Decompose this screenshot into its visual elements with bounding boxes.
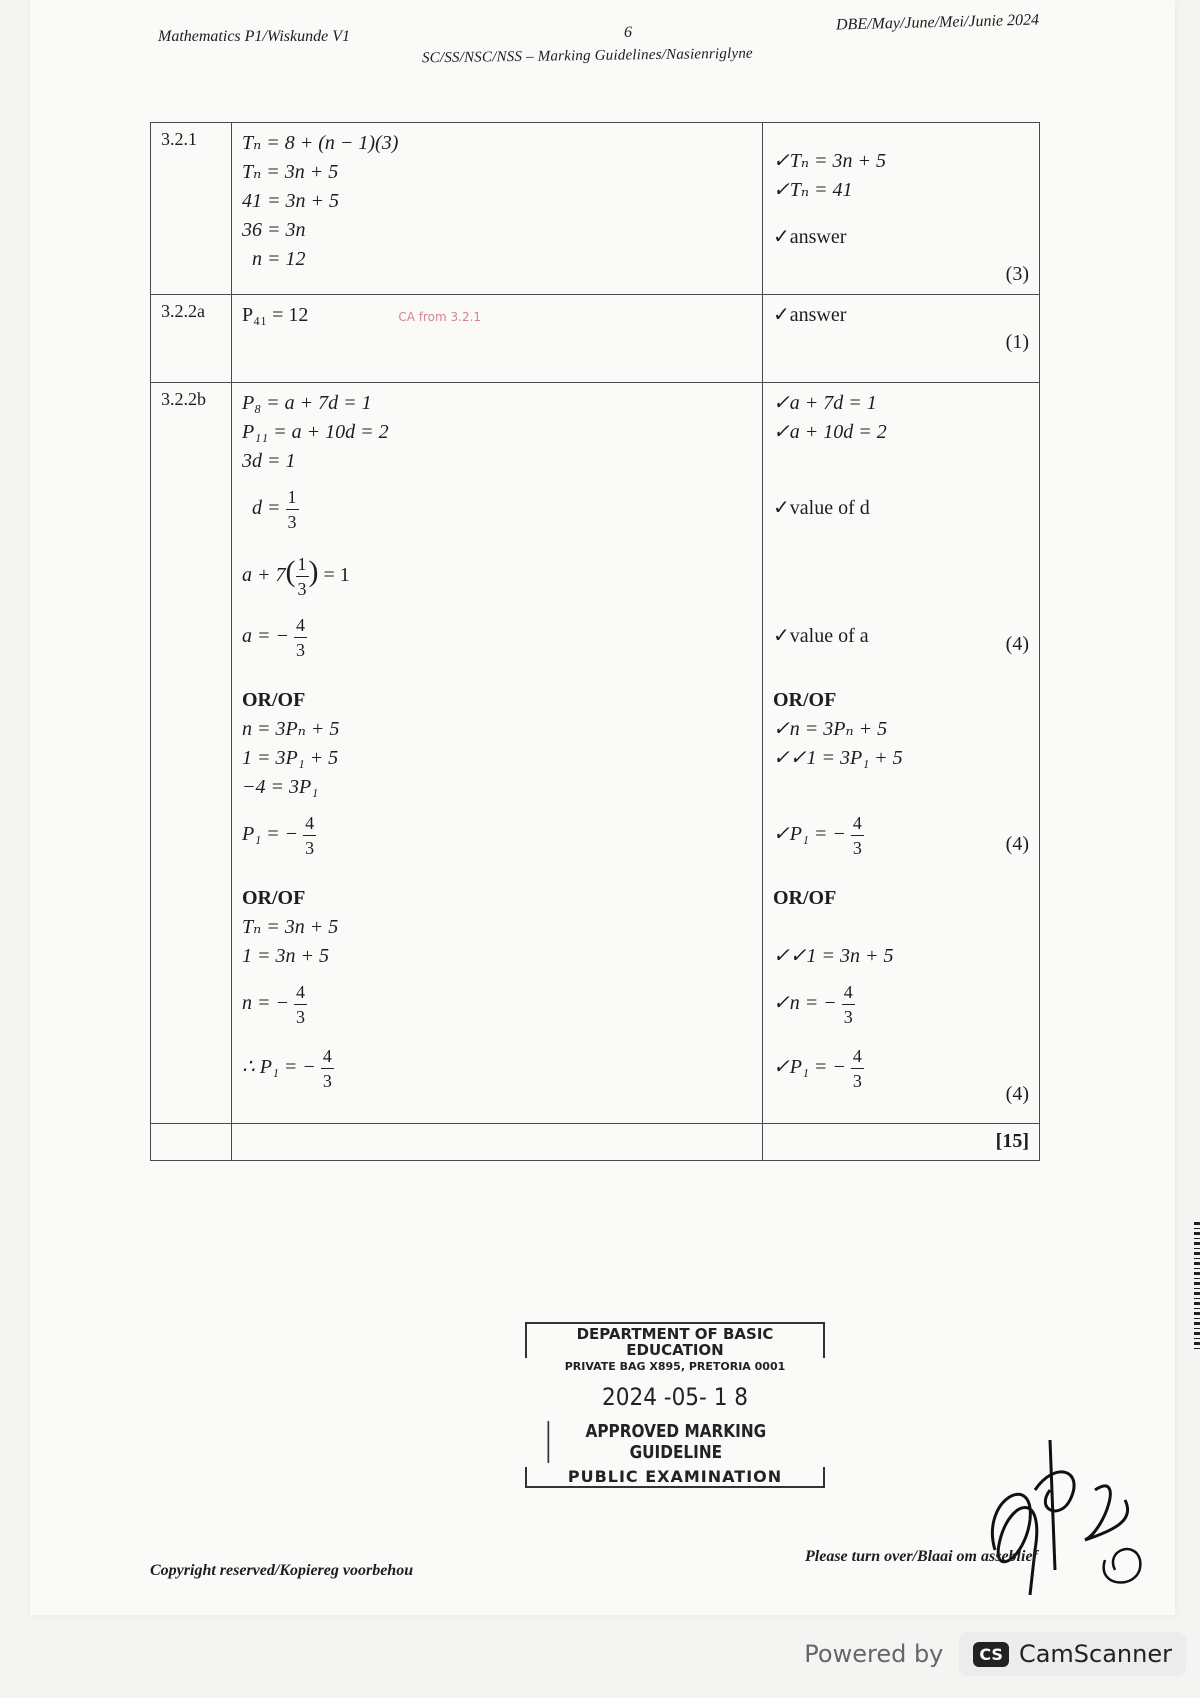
mark-item: ✓Tₙ = 3n + 5 [773,150,886,172]
working-line: P₈ = a + 7d = 1 [242,392,372,414]
working-line: d = $\frac{1}{3}$ [252,486,297,532]
mark-item: ✓answer [773,304,847,326]
sub-total: (4) [1005,1083,1029,1105]
ca-annotation: CA from 3.2.1 [398,310,482,324]
question-number: 3.2.1 [151,123,232,295]
working-line: P₄₁ = 12 [242,304,309,326]
or-separator: OR/OF [242,887,306,909]
mark-item: ✓answer [773,226,847,248]
sub-total: (4) [1005,833,1029,855]
mark-item: ✓✓1 = 3P₁ + 5 [773,747,903,769]
stamp-address: PRIVATE BAG X895, PRETORIA 0001 [564,1360,786,1373]
mark-item: ✓a + 10d = 2 [773,421,887,443]
table-row-3-2-1 [151,123,1040,295]
table-row-3-2-2b [151,383,1040,1124]
working-line: −4 = 3P₁ [242,776,319,798]
working-line: n = 3Pₙ + 5 [242,718,340,740]
question-number: 3.2.2b [151,383,232,1124]
sub-total: (4) [1005,633,1029,655]
working-line: P₁ = − $\frac{4}{3}$ [242,812,315,858]
working-line: n = 12 [252,248,306,270]
sub-total: (3) [1005,263,1029,285]
mark-item: ✓✓1 = 3n + 5 [773,945,894,967]
sub-total: (1) [1005,331,1029,353]
working-line: Tₙ = 3n + 5 [242,161,339,183]
working-line: 36 = 3n [242,219,306,241]
marks-cell [763,295,1040,383]
powered-by-text: Powered by [804,1640,944,1668]
working-line: Tₙ = 8 + (n − 1)(3) [242,132,399,154]
mark-item: ✓value of a [773,625,869,647]
working-cell [232,123,763,295]
working-line: P₁₁ = a + 10d = 2 [242,421,389,443]
barcode-icon [1194,1222,1200,1352]
header-exam-session: DBE/May/June/Mei/Junie 2024 [835,11,1040,34]
working-cell [232,295,763,383]
header-page-number: 6 [624,24,632,41]
working-line: a + 7( $\frac{1}{3}$ ) = 1 [242,553,350,599]
question-number: 3.2.2a [151,295,232,383]
camscanner-badge [959,1632,1186,1676]
mark-item: ✓Tₙ = 41 [773,179,853,201]
footer-copyright: Copyright reserved/Kopiereg voorbehou [150,1562,414,1579]
marks-cell [763,383,1040,1124]
marking-table [150,122,1040,1161]
working-line: 3d = 1 [242,450,296,472]
stamp-approval: APPROVED MARKING GUIDELINE [548,1421,803,1463]
header-subtitle: SC/SS/NSC/NSS – Marking Guidelines/Nasienriglyne [421,45,753,67]
table-row-3-2-2a [151,295,1040,383]
or-separator: OR/OF [242,689,306,711]
mark-item: ✓P₁ = − $\frac{4}{3}$ [773,812,862,858]
footer-turn-over: Please turn over/Blaai om asseblief [805,1548,1038,1565]
mark-item: ✓n = 3Pₙ + 5 [773,718,888,740]
working-line: 41 = 3n + 5 [242,190,339,212]
working-line: ∴ P₁ = − $\frac{4}{3}$ [242,1045,332,1091]
marks-cell [763,123,1040,295]
scanned-page [30,0,1175,1615]
question-total: [15] [763,1124,1040,1161]
working-cell [232,383,763,1124]
table-row-total [151,1124,1040,1161]
approval-stamp [525,1322,825,1488]
camscanner-name: CamScanner [1018,1640,1172,1668]
stamp-public-exam: PUBLIC EXAMINATION [525,1467,825,1488]
signature-icon [975,1430,1165,1600]
or-separator: OR/OF [773,887,837,909]
camscanner-logo-icon: CS [973,1642,1009,1667]
working-line: 1 = 3n + 5 [242,945,329,967]
working-line: Tₙ = 3n + 5 [242,916,339,938]
mark-item: ✓n = − $\frac{4}{3}$ [773,981,853,1027]
or-separator: OR/OF [773,689,837,711]
stamp-department: DEPARTMENT OF BASIC EDUCATION [525,1322,825,1358]
header-subject: Mathematics P1/Wiskunde V1 [158,28,350,45]
working-line: 1 = 3P₁ + 5 [242,747,339,769]
stamp-date: 2024 -05- 1 8 [601,1383,749,1411]
mark-item: ✓value of d [773,497,870,519]
mark-item: ✓a + 7d = 1 [773,392,877,414]
working-line: n = − $\frac{4}{3}$ [242,981,305,1027]
working-line: a = − $\frac{4}{3}$ [242,614,305,660]
mark-item: ✓P₁ = − $\frac{4}{3}$ [773,1045,862,1091]
camscanner-watermark [804,1632,1186,1676]
